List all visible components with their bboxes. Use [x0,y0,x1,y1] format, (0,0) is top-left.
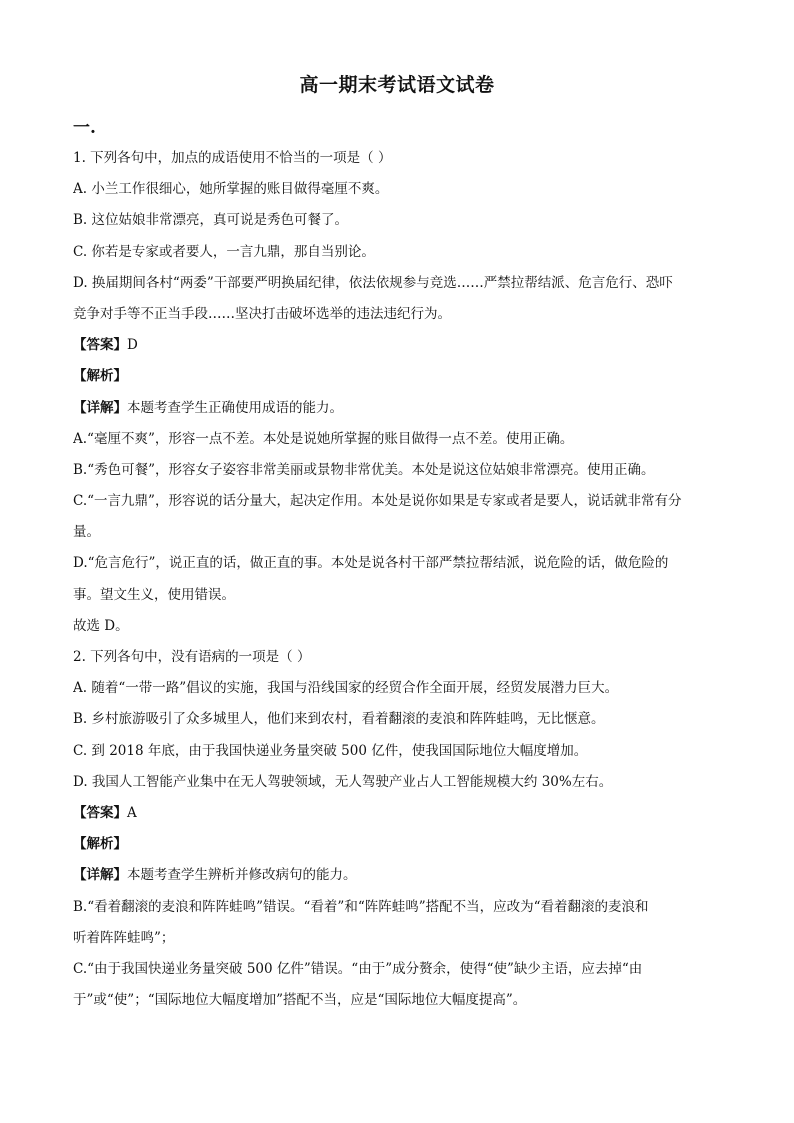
text-line [73,673,728,704]
line-text: 竞争对手等不正当手段……坚决打击破坏选举的违法违纪行为。 [73,305,451,322]
text-line [73,580,728,611]
text-line [73,268,728,299]
text-line [73,548,728,579]
line-text: 2. 下列各句中，没有语病的一项是（ ） [73,649,311,665]
text-line [73,860,728,891]
line-text: C. 到 2018 年底，由于我国快递业务量突破 500 亿件，使我国国际地位大幅度增加。 [73,742,588,759]
text-line [73,736,728,767]
text-line [73,237,728,268]
line-text: 本题考查学生正确使用成语的能力。 [127,399,343,416]
text-line [73,704,728,735]
section-tag: 【详解】 [73,867,127,884]
text-line [73,455,728,486]
section-tag: 【详解】 [73,399,127,416]
text-line [73,393,728,424]
line-text: 本题考查学生辨析并修改病句的能力。 [127,867,357,884]
line-text: D. 我国人工智能产业集中在无人驾驶领域，无人驾驶产业占人工智能规模大约 30%左右。 [73,773,613,790]
line-text: B. 乡村旅游吸引了众多城里人，他们来到农村，看着翻滚的麦浪和阵阵蛙鸣，无比惬意。 [73,711,605,728]
text-line [73,143,728,174]
text-line [73,642,728,673]
line-text: C.“一言九鼎”，形容说的话分量大，起决定作用。本处是说你如果是专家或者是要人，说话就非常有分 [73,493,682,510]
line-text: D.“危言危行”，说正直的话，做正直的事。本处是说各村干部严禁拉帮结派，说危险的话，做危险的 [73,555,669,572]
line-text: A [127,804,137,821]
text-line [73,985,728,1016]
section-tag: 【解析】 [73,836,127,853]
text-line [73,486,728,517]
text-line [73,330,728,361]
text-line [73,205,728,236]
text-line [73,517,728,548]
line-text: D [127,337,138,354]
line-text: 故选 D。 [73,617,129,634]
line-text: A.“毫厘不爽”，形容一点不差。本处是说她所掌握的账目做得一点不差。使用正确。 [73,430,574,447]
section-heading: 一. [73,118,96,138]
line-text: 听着阵阵蛙鸣”； [73,929,175,946]
line-text: C.“由于我国快递业务量突破 500 亿件”错误。“由于”成分赘余，使得“使”缺少主语，应去掉“由 [73,960,643,977]
line-text: B. 这位姑娘非常漂亮，真可说是秀色可餐了。 [73,212,349,229]
line-text: B.“秀色可餐”，形容女子姿容非常美丽或景物非常优美。本处是说这位姑娘非常漂亮。使用正确。 [73,461,655,478]
line-text: 1. 下列各句中，加点的成语使用不恰当的一项是（ ） [73,150,392,166]
section-tag: 【答案】 [73,337,127,354]
line-text: 于”或“使”；“国际地位大幅度增加”搭配不当，应是“国际地位大幅度提高”。 [73,992,527,1009]
text-line [73,174,728,205]
text-line [73,361,728,392]
text-line [73,954,728,985]
line-text: A. 随着“一带一路”倡议的实施，我国与沿线国家的经贸合作全面开展，经贸发展潜力巨大。 [73,680,619,697]
text-line [73,892,728,923]
text-line [73,798,728,829]
text-line [73,424,728,455]
document-body [73,143,728,1016]
text-line [73,923,728,954]
section-tag: 【解析】 [73,368,127,385]
line-text: D. 换届期间各村“两委”干部要严明换届纪律，依法依规参与竞选……严禁拉帮结派、危言危行、恐吓 [73,274,673,291]
section-tag: 【答案】 [73,804,127,821]
text-line [73,611,728,642]
text-line [73,767,728,798]
line-text: 量。 [73,524,100,541]
line-text: C. 你若是专家或者要人，一言九鼎，那自当别论。 [73,243,375,260]
text-line [73,299,728,330]
line-text: 事。望文生义，使用错误。 [73,586,235,603]
line-text: A. 小兰工作很细心，她所掌握的账目做得毫厘不爽。 [73,181,389,198]
page-title: 高一期末考试语文试卷 [299,74,495,96]
text-line [73,829,728,860]
line-text: B.“看着翻滚的麦浪和阵阵蛙鸣”错误。“看着”和“阵阵蛙鸣”搭配不当，应改为“看着翻滚的麦浪和 [73,898,649,915]
